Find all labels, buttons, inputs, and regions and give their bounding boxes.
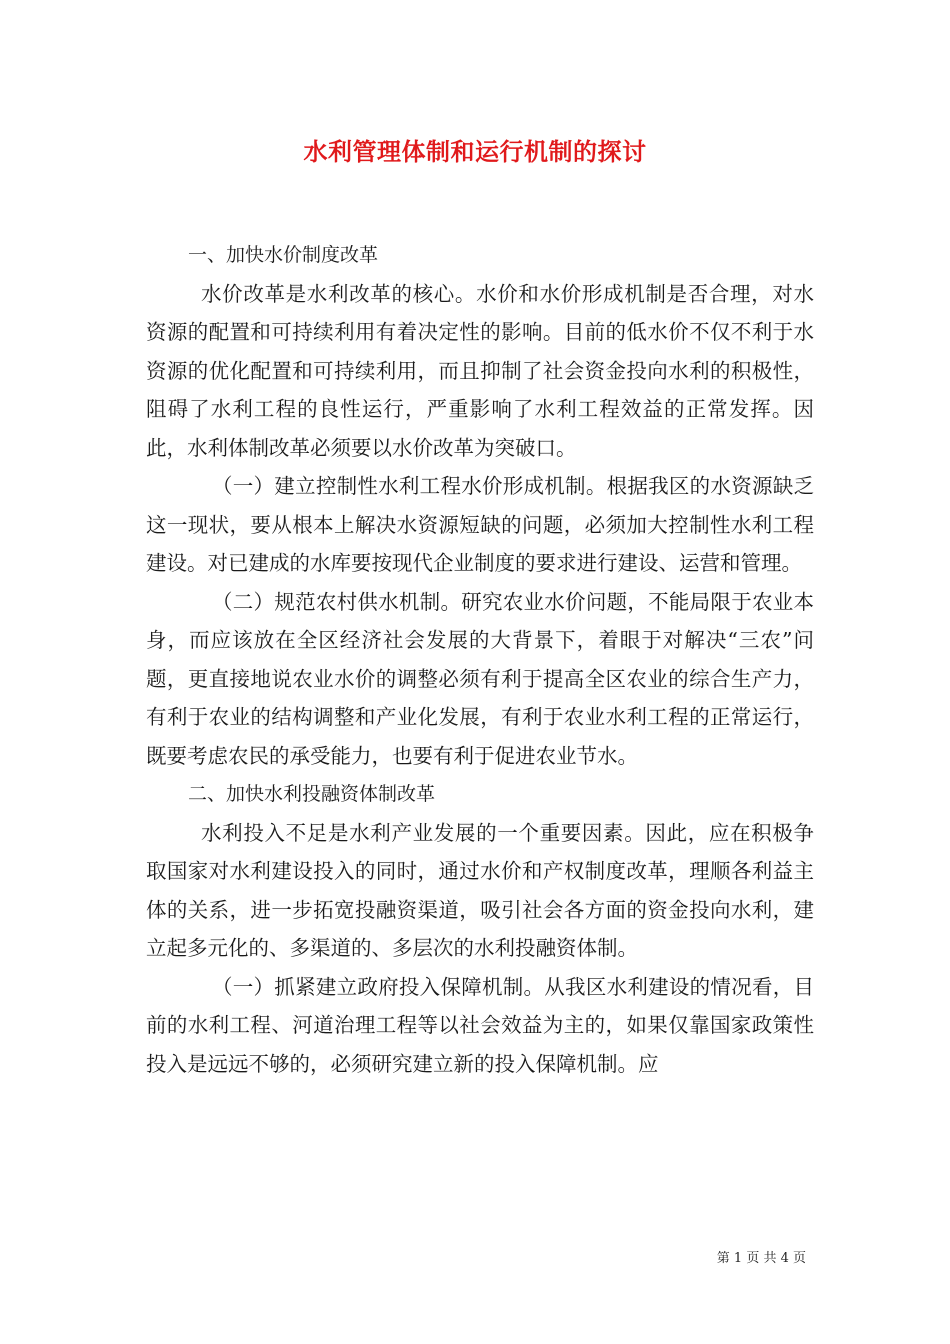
section-heading-2: 二、加快水利投融资体制改革 [188,783,436,805]
paragraph-rural-water-supply: （二）规范农村供水机制。研究农业水价问题，不能局限于农业本身，而应该放在全区经济社会发展的大背景下，着眼于对解决“三农”问题，更直接地说农业水价的调整必须有利于提高全区农业的综合生产力，有利于农业的结构调整和产业化发展，有利于农业水利工程的正常运行，既要考虑农民的承受能力，也要有利于促进农业节水。 [146,589,814,768]
section-heading-1: 一、加快水价制度改革 [188,244,379,266]
document-title: 水利管理体制和运行机制的探讨 [303,137,647,166]
paragraph-water-price-core: 水价改革是水利改革的核心。水价和水价形成机制是否合理，对水资源的配置和可持续利用有着决定性的影响。目前的低水价不仅不利于水资源的优化配置和可持续利用，而且抑制了社会资金投向水利的积极性，阻碍了水利工程的良性运行，严重影响了水利工程效益的正常发挥。因此，水利体制改革必须要以水价改革为突破口。 [146,281,814,460]
document-body [146,236,814,1083]
paragraph-control-project-pricing: （一）建立控制性水利工程水价形成机制。根据我区的水资源缺乏这一现状，要从根本上解决水资源短缺的问题，必须加大控制性水利工程建设。对已建成的水库要按现代企业制度的要求进行建设、运营和管理。 [146,474,814,575]
paragraph-government-investment: （一）抓紧建立政府投入保障机制。从我区水利建设的情况看，目前的水利工程、河道治理工程等以社会效益为主的，如果仅靠国家政策性投入是远远不够的，必须研究建立新的投入保障机制。应 [146,974,814,1076]
paragraph-investment-shortage: 水利投入不足是水利产业发展的一个重要因素。因此，应在积极争取国家对水利建设投入的同时，通过水价和产权制度改革，理顺各利益主体的关系，进一步拓宽投融资渠道，吸引社会各方面的资金投向水利，建立起多元化的、多渠道的、多层次的水利投融资体制。 [146,820,814,960]
page-number: 第 1 页 共 4 页 [716,1251,806,1266]
